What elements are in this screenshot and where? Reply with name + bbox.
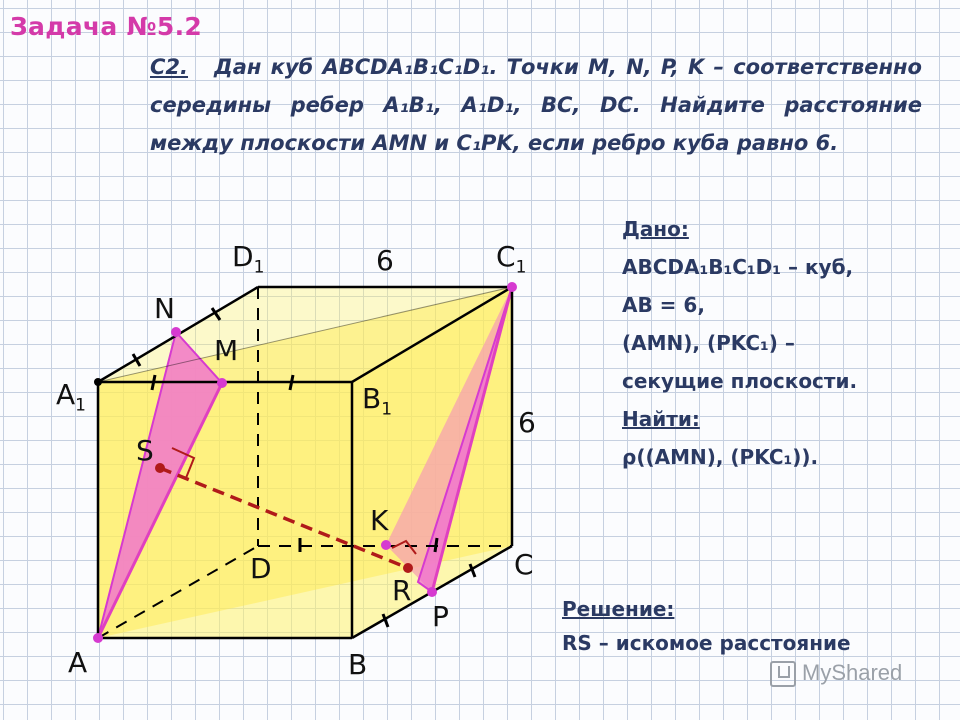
given-line4: секущие плоскости.: [622, 369, 858, 393]
label-b1: $B_1$: [362, 382, 393, 420]
label-r: R: [392, 574, 412, 607]
watermark: MyShared: [770, 660, 902, 687]
label-m: M: [214, 334, 239, 367]
solution-block: [562, 592, 942, 660]
solution-line1: RS – искомое расстояние: [562, 631, 851, 655]
problem-cube: ABCDA₁B₁C₁D₁: [322, 55, 490, 79]
label-p: P: [432, 600, 449, 633]
problem-statement: С2. Дан куб ABCDA₁B₁C₁D₁. Точки M, N, P, K – соответственно середины ребер A₁B₁, A₁D₁, BC, DC. Найдите расстояние между плоскости AMN и C₁PK, если ребро куба равно 6.: [150, 55, 922, 155]
given-line2: AB = 6,: [622, 293, 705, 317]
label-s: S: [136, 434, 154, 467]
problem-intro: Дан куб: [214, 55, 314, 79]
given-line3: (AMN), (PKC₁) –: [622, 331, 795, 355]
label-b: B: [348, 648, 368, 681]
given-block: [622, 210, 952, 476]
given-line1: ABCDA₁B₁C₁D₁ – куб,: [622, 255, 854, 279]
label-a1: $A_1$: [56, 378, 86, 416]
find-line: ρ((AMN), (PKC₁)).: [622, 445, 819, 469]
label-c1: $C_1$: [496, 240, 527, 278]
label-n: N: [154, 292, 175, 325]
solution-heading: Решение:: [562, 597, 675, 621]
label-c: C: [514, 548, 534, 581]
problem-label: С2.: [150, 55, 189, 79]
label-edge-top: 6: [376, 244, 394, 277]
problem-line3: Найдите расстояние между плоскости AMN и C₁PK, если ребро куба равно 6.: [150, 93, 922, 155]
label-k: K: [370, 504, 389, 537]
label-a: A: [68, 646, 88, 679]
watermark-icon: [770, 661, 796, 687]
label-d1: $D_1$: [232, 240, 265, 278]
label-d: D: [250, 552, 272, 585]
label-edge-right: 6: [518, 406, 536, 439]
given-heading: Дано:: [622, 217, 689, 241]
find-heading: Найти:: [622, 407, 700, 431]
task-title: Задача №5.2: [10, 12, 203, 41]
problem-line2: Точки M, N, P, K – соответственно середины ребер A₁B₁, A₁D₁, BC, DC.: [150, 55, 922, 117]
